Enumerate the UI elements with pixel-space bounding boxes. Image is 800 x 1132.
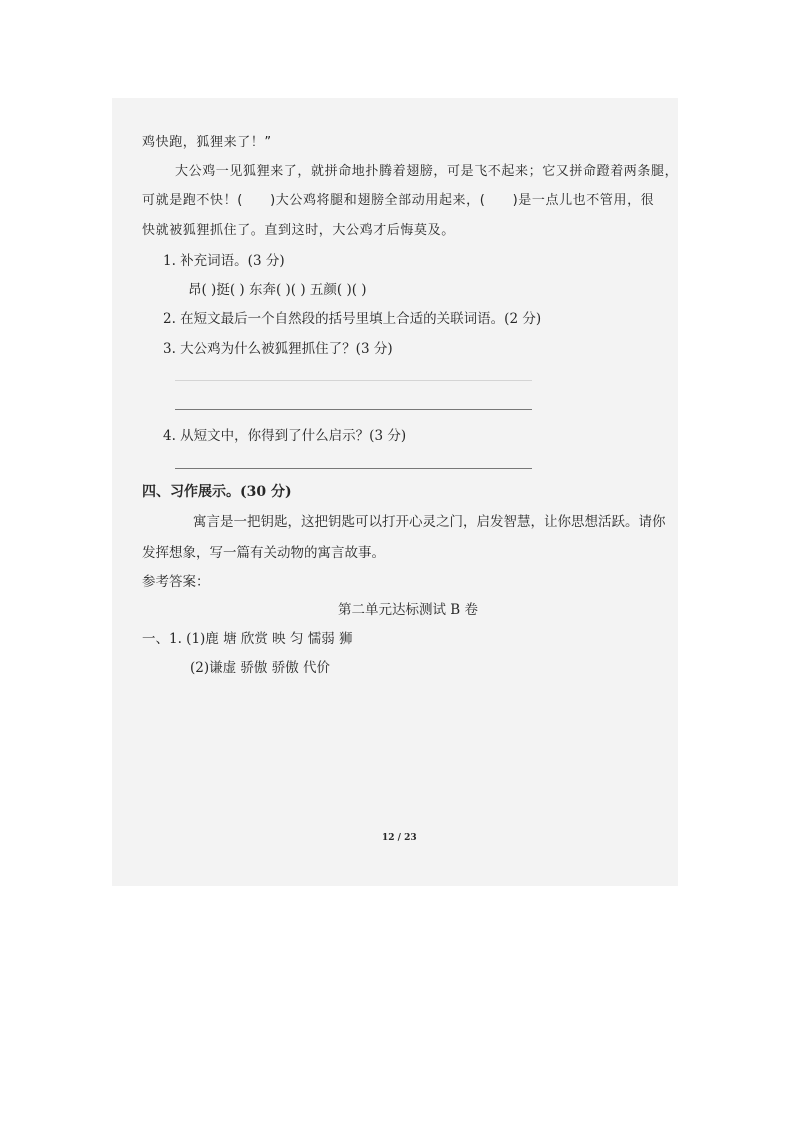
question-2: 2. 在短文最后一个自然段的括号里填上合适的关联词语。(2 分): [163, 311, 542, 327]
section-4-prompt-line-2: 发挥想象，写一篇有关动物的寓言故事。: [142, 545, 385, 561]
question-1: 1. 补充词语。(3 分): [163, 253, 285, 269]
story-line-4: 快就被狐狸抓住了。直到这时，大公鸡才后悔莫及。: [142, 223, 455, 238]
answer-line-faint: [175, 380, 532, 381]
answers-item-1: 一、1. (1)鹿 塘 欣赏 映 匀 懦弱 狮: [142, 631, 353, 647]
story-line-3: 可就是跑不快！( )大公鸡将腿和翅膀全部动用起来，( )是一点儿也不管用，很: [142, 193, 655, 208]
section-4-prompt-line-1: 寓言是一把钥匙，这把钥匙可以打开心灵之门，启发智慧，让你思想活跃。请你: [193, 514, 666, 530]
answers-item-2: (2)谦虚 骄傲 骄傲 代价: [190, 660, 330, 676]
answer-line-q4: [175, 468, 532, 469]
story-line-1: 鸡快跑，狐狸来了！”: [142, 135, 272, 150]
question-1-words: 昂( )挺( ) 东奔( )( ) 五颜( )( ): [188, 282, 367, 298]
question-4: 4. 从短文中，你得到了什么启示？(3 分): [163, 428, 407, 444]
question-3: 3. 大公鸡为什么被狐狸抓住了？(3 分): [163, 341, 393, 357]
story-line-2: 大公鸡一见狐狸来了，就拼命地扑腾着翅膀，可是飞不起来；它又拼命蹬着两条腿，: [175, 164, 679, 179]
answer-line-q3: [175, 409, 532, 410]
page-number: 12 / 23: [382, 833, 417, 843]
section-4-heading: 四、习作展示。(30 分): [142, 484, 292, 500]
answers-title: 第二单元达标测试 B 卷: [338, 602, 479, 618]
answers-label: 参考答案：: [142, 574, 210, 590]
